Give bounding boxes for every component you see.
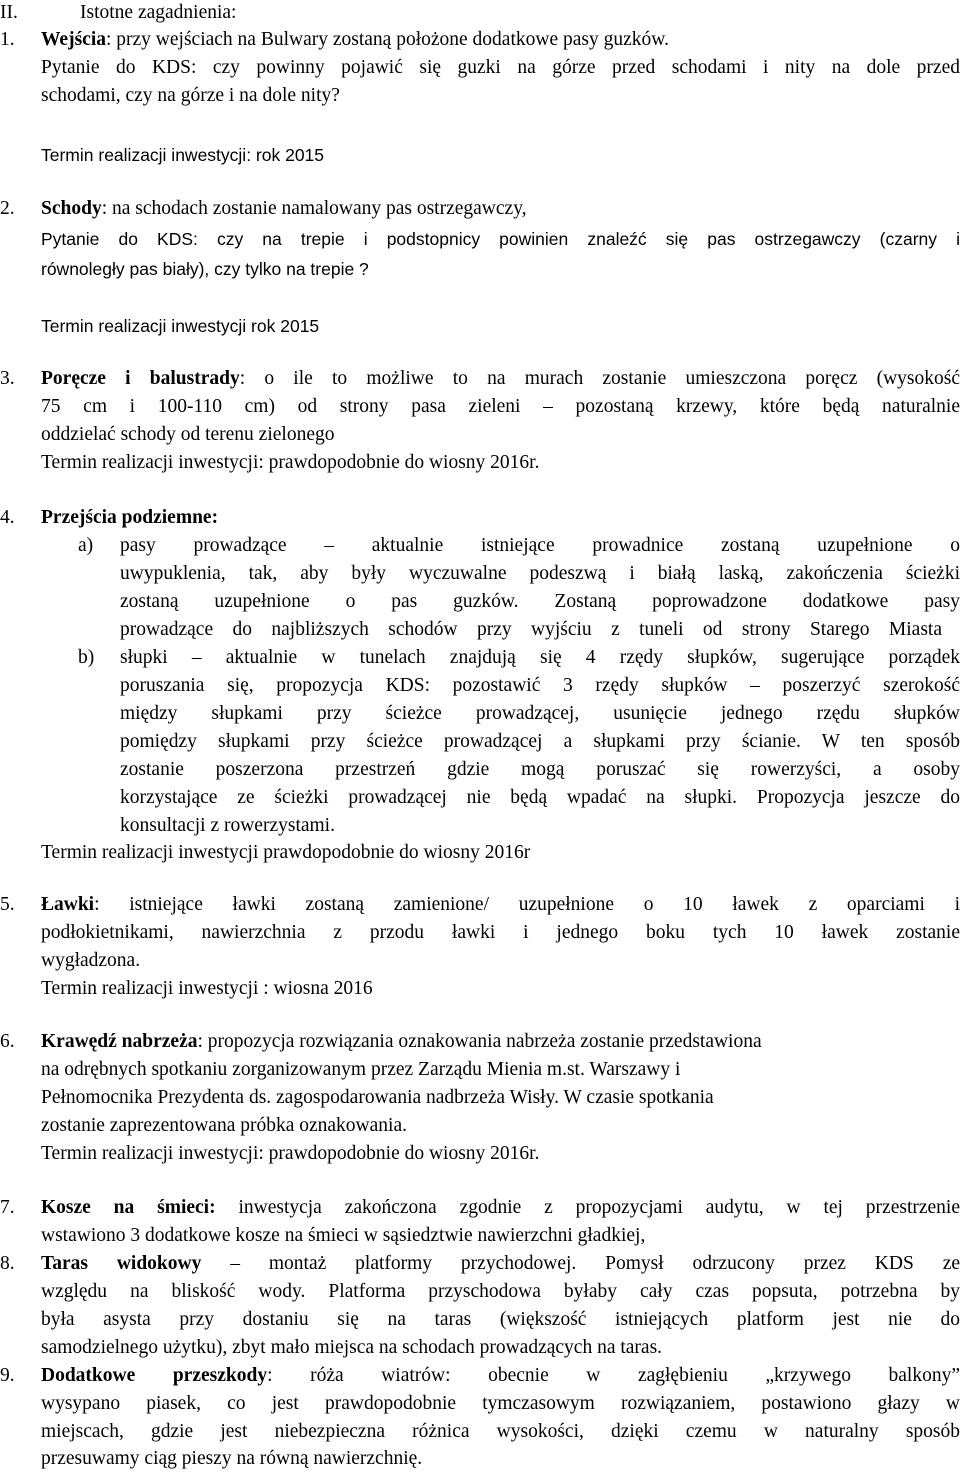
item-6-line-4: zostanie zaprezentowana próbka oznakowania. [41,1115,407,1136]
item-4-line-1 [41,505,218,531]
item-1-number: 1. [0,29,15,50]
item-7-heading: Kosze na śmieci: [41,1197,216,1218]
item-9-text: : róża wiatrów: obecnie w zagłębieniu „krzywego balkony” [267,1365,960,1386]
item-8-text: – montaż platformy przychodowej. Pomysł odrzucony przez KDS ze [201,1253,960,1274]
item-4b-line-4: pomiędzy słupkami przy ścieżce prowadzącej a słupkami przy ścianie. W ten sposób [120,731,960,752]
item-6-line-3: Pełnomocnika Prezydenta ds. zagospodarowania nadbrzeża Wisły. W czasie spotkania [41,1087,714,1108]
item-5-number: 5. [0,894,15,915]
item-3-line-1 [41,366,960,392]
item-9-line-1 [41,1363,960,1389]
item-4a-label: a) [78,535,94,556]
item-1-line-3: schodami, czy na górze i na dole nity? [41,85,340,106]
item-9-line-3: miejscach, gdzie jest niebezpieczna różnica wysokości, dzięki czemu w naturalny sposób [41,1421,960,1442]
item-4b-label: b) [78,647,95,668]
item-3-line-2: 75 cm i 100-110 cm) od strony pasa zieleni – pozostaną krzewy, które będą naturalnie [41,396,960,417]
item-1-text: : przy wejściach na Bulwary zostaną położone dodatkowe pasy guzków. [105,29,669,50]
item-6-text: : propozycja rozwiązania oznakowania nabrzeża zostanie przedstawiona [197,1031,762,1052]
item-2-line-1 [41,196,527,222]
item-6-line-2: na odrębnych spotkaniu zorganizowanym przez Zarządu Mienia m.st. Warszawy i [41,1059,681,1080]
item-9-line-4: przesuwamy ciąg pieszy na równą nawierzchnię. [41,1448,423,1469]
item-4a-line-3: zostaną uzupełnione o pas guzków. Zostaną poprowadzone dodatkowe pasy [120,591,960,612]
item-5-text: : istniejące ławki zostaną zamienione/ uzupełnione o 10 ławek z oparciami i [94,894,960,915]
item-5-line-2: podłokietnikami, nawierzchnia z przodu ławki i jednego boku tych 10 ławek zostanie [41,922,960,943]
item-4a-line-1: pasy prowadzące – aktualnie istniejące prowadnice zostaną uzupełnione o [120,535,960,556]
item-7-line-1 [41,1195,960,1221]
item-9-number: 9. [0,1365,15,1386]
item-8-line-2: względu na bliskość wody. Platforma przyschodowa byłaby cały czas popsuta, potrzebna by [41,1281,960,1302]
item-7-number: 7. [0,1197,15,1218]
item-4b-line-7: konsultacji z rowerzystami. [120,815,335,836]
item-1-line-2: Pytanie do KDS: czy powinny pojawić się guzki na górze przed schodami i nity na dole przed [41,57,960,78]
item-1-heading: Wejścia [41,29,106,50]
item-8-heading: Taras widokowy [41,1253,202,1274]
item-8-line-3: była asysta przy dostaniu się na taras (większość istniejących platform jest nie do [41,1309,960,1330]
item-5-line-1 [41,892,960,918]
item-9-heading: Dodatkowe przeszkody [41,1365,268,1386]
item-4b-line-1: słupki – aktualnie w tunelach znajdują się 4 rzędy słupków, sugerujące porządek [120,647,960,668]
item-5-heading: Ławki [41,894,95,915]
item-2-number: 2. [0,198,15,219]
item-3-term: Termin realizacji inwestycji: prawdopodobnie do wiosny 2016r. [41,452,540,473]
item-8-number: 8. [0,1253,15,1274]
item-3-text: : o ile to możliwe to na murach zostanie umieszczona poręcz (wysokość [239,368,960,389]
item-6-heading: Krawędź nabrzeża [41,1031,198,1052]
item-4b-line-2: poruszania się, propozycja KDS: pozostawić 3 rzędy słupków – poszerzyć szerokość [120,675,960,696]
item-4-number: 4. [0,507,15,528]
item-6-line-1 [41,1029,762,1055]
item-8-line-4: samodzielnego użytku), zbyt mało miejsca na schodach prowadzących na taras. [41,1337,663,1358]
item-1-term: Termin realizacji inwestycji: rok 2015 [41,145,325,165]
item-4b-line-5: zostanie poszerzona przestrzeń gdzie mogą poruszać się rowerzyści, a osoby [120,759,960,780]
item-2-line-3: równoległy pas biały), czy tylko na trepie ? [41,259,369,279]
item-3-line-3: oddzielać schody od terenu zielonego [41,424,335,445]
item-3-number: 3. [0,368,15,389]
item-1-line-1 [41,27,669,53]
item-6-term: Termin realizacji inwestycji: prawdopodobnie do wiosny 2016r. [41,1143,540,1164]
item-9-line-2: wysypano piasek, co jest prawdopodobnie tymczasowym rozwiązaniem, postawiono głazy w [41,1393,960,1414]
item-2-text: : na schodach zostanie namalowany pas ostrzegawczy, [101,198,527,219]
item-8-line-1 [41,1251,960,1277]
item-7-line-2: wstawiono 3 dodatkowe kosze na śmieci w sąsiedztwie nawierzchni gładkiej, [41,1225,646,1246]
item-5-term: Termin realizacji inwestycji : wiosna 2016 [41,978,373,999]
item-2-term: Termin realizacji inwestycji rok 2015 [41,316,320,336]
item-6-number: 6. [0,1031,15,1052]
item-4a-line-4: prowadzące do najbliższych schodów przy wyjściu z tuneli od strony Starego Miasta [120,619,942,640]
item-5-line-3: wygładzona. [41,950,141,971]
item-7-text: inwestycja zakończona zgodnie z propozycjami audytu, w tej przestrzenie [215,1197,960,1218]
item-4-heading: Przejścia podziemne: [41,507,219,528]
item-4b-line-3: między słupkami przy ścieżce prowadzącej, usunięcie jednego rzędu słupków [120,703,960,724]
item-4a-line-2: uwypuklenia, tak, aby były wyczuwalne podeszwą i białą laską, zakończenia ścieżki [120,563,960,584]
item-4b-line-6: korzystające ze ścieżki prowadzącej nie będą wpadać na słupki. Propozycja jeszcze do [120,787,960,808]
item-2-heading: Schody [41,198,102,219]
item-4-term: Termin realizacji inwestycji prawdopodobnie do wiosny 2016r [41,842,531,863]
item-3-heading: Poręcze i balustrady [41,368,240,389]
section-title: Istotne zagadnienia: [80,2,237,23]
item-2-line-2: Pytanie do KDS: czy na trepie i podstopnicy powinien znaleźć się pas ostrzegawczy (czarny i [41,229,960,249]
section-number: II. [0,2,18,23]
